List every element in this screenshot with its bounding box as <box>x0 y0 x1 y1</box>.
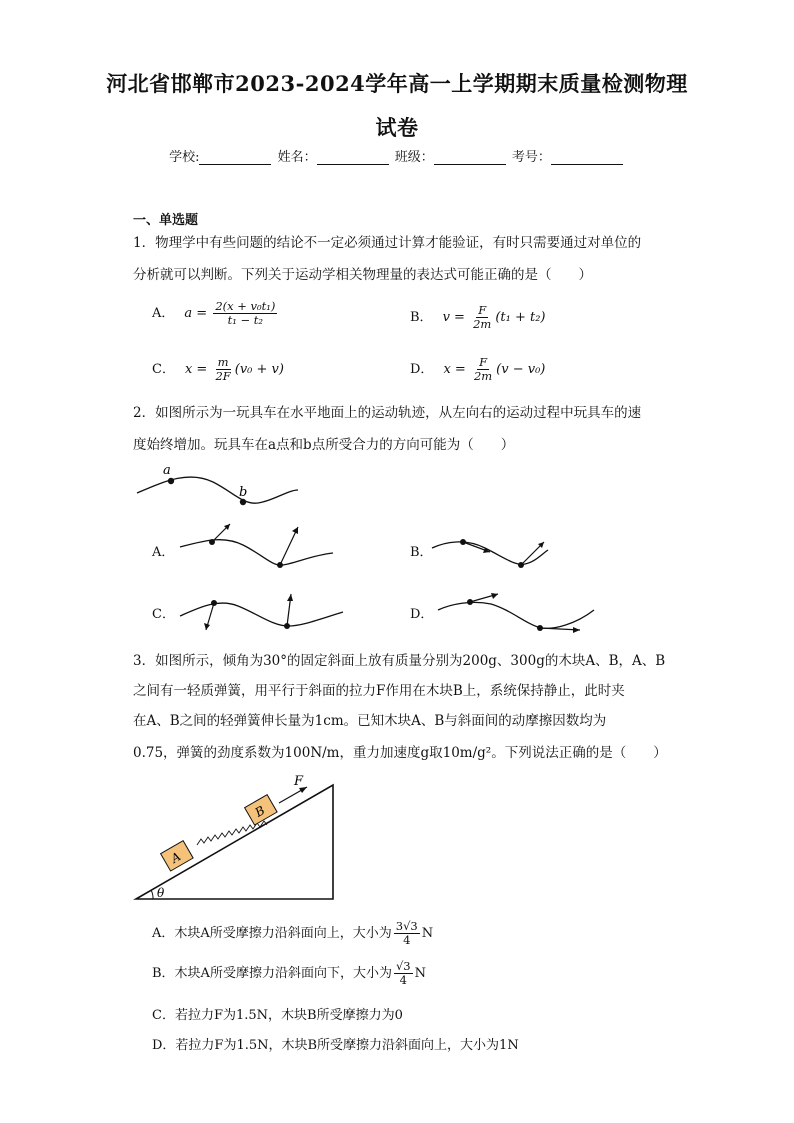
school-label: 学校: <box>169 150 200 165</box>
q3-incline-figure <box>133 775 343 905</box>
q3-block-a-label: A <box>168 849 184 866</box>
number-blank[interactable] <box>551 150 623 165</box>
q3-option-c[interactable]: C．若拉力F为1.5N，木块B所受摩擦力为0 <box>152 1008 403 1023</box>
q1-c-fraction: $\frac{m}{2F}$ <box>215 355 231 383</box>
q2-option-c-figure <box>178 588 348 648</box>
q1-line-1: 1．物理学中有些问题的结论不一定必须通过计算才能验证，有时只需要通过对单位的 <box>133 235 642 251</box>
q3-force-label: F <box>294 774 304 789</box>
section-heading: 一、单选题 <box>133 213 199 228</box>
q3-option-d[interactable]: D．若拉力F为1.5N，木块B所受摩擦力沿斜面向上，大小为1N <box>152 1038 519 1053</box>
class-blank[interactable] <box>434 150 506 165</box>
q3-line-2: 之间有一轻质弹簧，用平行于斜面的拉力F作用在木块B上，系统保持静止，此时夹 <box>133 683 625 699</box>
q3-line-4: 0.75，弹簧的劲度系数为100N/m，重力加速度g取10m/g²。下列说法正确的是（ ） <box>133 745 667 761</box>
q1-option-a[interactable]: A． a = $\frac{\text{2(x + v₀t₁)}}{\text{t₁ − t₂}}$ <box>152 299 276 327</box>
q2-option-b[interactable]: B． <box>410 545 433 560</box>
q2-option-a[interactable]: A． <box>152 545 175 560</box>
q3-line-1: 3．如图所示，倾角为30°的固定斜面上放有质量分别为200g、300g的木块A、B，A、B <box>133 653 666 669</box>
q1-option-c[interactable]: C． x = $\frac{m}{2F}$ (v₀ + v) <box>152 355 284 383</box>
q1-option-b[interactable]: B． v = $\frac{F}{2m}$ (t₁ + t₂) <box>410 303 546 331</box>
q2-option-d-figure <box>436 588 606 648</box>
student-info-row <box>0 146 794 165</box>
q3-option-a[interactable]: A．木块A所受摩擦力沿斜面向上，大小为 $\frac{3√3}{4}$ N <box>152 919 434 947</box>
class-label: 班级： <box>394 150 434 165</box>
name-label: 姓名： <box>277 150 317 165</box>
title-line-1: 河北省邯郸市2023-2024学年高一上学期期末质量检测物理 <box>106 71 688 96</box>
q2-label-b: b <box>239 485 248 500</box>
q2-option-a-figure <box>178 515 338 575</box>
q2-trajectory-figure <box>133 460 313 520</box>
q3-line-3: 在A、B之间的轻弹簧伸长量为1cm。已知木块A、B与斜面间的动摩擦因数均为 <box>133 713 607 729</box>
q1-option-d[interactable]: D． x = $\frac{F}{2m}$ (v − v₀) <box>410 355 546 383</box>
q3-block-b-label: B <box>252 803 268 820</box>
q2-option-b-figure <box>430 520 550 580</box>
q3-theta-label: θ <box>157 886 165 900</box>
q2-label-a: a <box>163 463 171 478</box>
name-blank[interactable] <box>317 150 389 165</box>
q2-option-d[interactable]: D． <box>410 607 434 622</box>
school-blank[interactable] <box>199 150 271 165</box>
number-label: 考号： <box>511 150 551 165</box>
q1-b-fraction: $\frac{F}{2m}$ <box>473 303 492 331</box>
q3-a-fraction: $\frac{3√3}{4}$ <box>395 919 418 947</box>
q1-a-fraction: $\frac{\text{2(x + v₀t₁)}}{\text{t₁ − t₂}}$ <box>215 299 276 327</box>
q2-line-2: 度始终增加。玩具车在a点和b点所受合力的方向可能为（ ） <box>133 437 515 453</box>
q1-d-fraction: $\frac{F}{2m}$ <box>473 355 493 383</box>
q1-line-2: 分析就可以判断。下列关于运动学相关物理量的表达式可能正确的是（ ） <box>133 267 592 283</box>
title-line-2: 试卷 <box>375 115 419 140</box>
q2-option-c[interactable]: C． <box>152 607 175 622</box>
q3-b-fraction: $\frac{√3}{4}$ <box>395 959 411 987</box>
q2-line-1: 2．如图所示为一玩具车在水平地面上的运动轨迹，从左向右的运动过程中玩具车的速 <box>133 405 642 421</box>
q3-option-b[interactable]: B．木块A所受摩擦力沿斜面向下，大小为 $\frac{√3}{4}$ N <box>152 959 426 987</box>
